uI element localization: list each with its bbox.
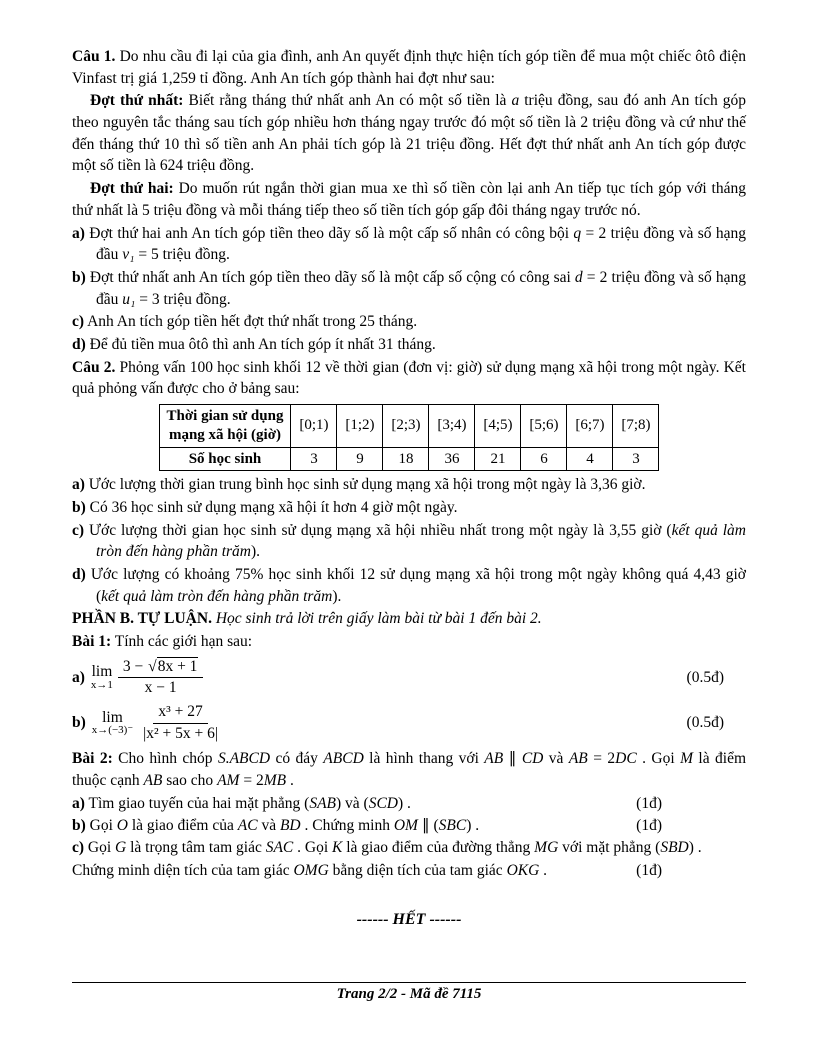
phan-b-heading: PHẦN B. TỰ LUẬN. Học sinh trả lời trên giấy làm bài từ bài 1 đến bài 2. [72,610,542,628]
footer-page-label: Trang 2/2 - Mã đề 7115 [336,986,482,1002]
table-cell: [2;3) [383,405,429,448]
bai2-item-c-line2 [72,860,746,882]
bai2-item-a [72,793,746,815]
points-label: (1đ) [636,862,662,880]
bai2-item-c-line1: c) Gọi G là trọng tâm tam giác SAC . Gọi K là giao điểm của đường thẳng MG với mặt phẳng (SBD) . [72,839,702,857]
table-cell: 3 [291,447,337,471]
table-cell: 4 [567,447,613,471]
cau1-item-d: d) Để đủ tiền mua ôtô thì anh An tích góp ít nhất 31 tháng. [72,335,436,353]
table-cell: [3;4) [429,405,475,448]
points-label: (0.5đ) [686,713,724,731]
item-text: b) Gọi O là giao điểm của AC và BD . Chứng minh OM ∥ (SBC) . [72,816,480,834]
fraction-numerator: x³ + 27 [153,703,207,724]
table-cell: 9 [337,447,383,471]
limit-expression-b [92,703,223,743]
table-header-line1: Thời gian sử dụng [166,408,284,424]
item-label: a) [72,668,85,686]
points-label: (1đ) [636,794,662,812]
cau1-item-a: a) Đợt thứ hai anh An tích góp tiền theo dãy số là một cấp số nhân có công bội q = 2 triệu đồng và số hạng đầu v₁ = 5 triệu đồng. [72,224,746,264]
limit-operator: lim x→(−3)⁻ [91,708,134,737]
page-footer [72,982,746,1003]
cau2-item-b: b) Có 36 học sinh sử dụng mạng xã hội ít hơn 4 giờ một ngày. [72,498,458,516]
table-row-intervals [159,405,659,448]
item-label: b) [72,713,86,731]
table-header-cell [159,405,291,448]
points-label: (0.5đ) [686,668,724,686]
table-cell: 21 [475,447,521,471]
end-marker: ------ HẾT ------ [356,910,462,928]
fraction-numerator: 3 − √8x + 1 [118,658,204,679]
fraction-denominator: |x² + 5x + 6| [143,724,218,742]
cau2-item-c: c) Ước lượng thời gian học sinh sử dụng mạng xã hội nhiều nhất trong một ngày là 3,55 giờ (kết quả làm tròn đến hàng phần trăm). [72,521,746,561]
table-cell: [0;1) [291,405,337,448]
limit-expression-a [91,658,204,698]
cau1-phase1-paragraph: Đợt thứ nhất: Biết rằng tháng thứ nhất anh An có một số tiền là a triệu đồng, sau đó anh An tích góp theo nguyên tắc tháng sau tích góp nhiều hơn tháng ngay trước đó một số tiền là 2 triệu đồng và cứ như thế đến tháng thứ 10 thì số tiền anh An phải tích góp là 21 triệu đồng. Hết đợt thứ nhất anh An tích góp được một số tiền là 624 triệu đồng. [72,92,746,175]
cau1-phase2-paragraph: Đợt thứ hai: Do muốn rút ngắn thời gian mua xe thì số tiền còn lại anh An tiếp tục tích góp với tháng thứ nhất là 5 triệu đồng và mỗi tháng tiếp theo số tiền tích góp gấp đôi tháng ngay trước nó. [72,180,746,219]
table-cell: [6;7) [567,405,613,448]
sqrt-icon: √ [148,657,157,675]
item-text: Chứng minh diện tích của tam giác OMG bằng diện tích của tam giác OKG . [72,862,548,880]
fraction [118,658,204,698]
bai2-item-b [72,815,746,837]
cau1-intro: Câu 1. Do nhu cầu đi lại của gia đình, anh An quyết định thực hiện tích góp tiền để mua một chiếc ôtô điện Vinfast trị giá 1,259 tỉ đồng. Anh An tích góp thành hai đợt như sau: [72,48,746,87]
bai1-item-a [72,658,746,698]
table-cell: [1;2) [337,405,383,448]
table-row-label: Số học sinh [159,447,291,471]
fraction-denominator: x − 1 [144,679,177,697]
cau1-item-c: c) Anh An tích góp tiền hết đợt thứ nhất trong 25 tháng. [72,313,418,331]
bai1-item-b [72,703,746,743]
bai1-intro: Bài 1: Tính các giới hạn sau: [72,633,253,651]
cau2-item-a: a) Ước lượng thời gian trung bình học sinh sử dụng mạng xã hội trong một ngày là 3,36 giờ. [72,476,646,494]
cau2-intro: Câu 2. Phỏng vấn 100 học sinh khối 12 về thời gian (đơn vị: giờ) sử dụng mạng xã hội trong một ngày. Kết quả phỏng vấn được cho ở bảng sau: [72,358,746,398]
table-cell: 18 [383,447,429,471]
table-cell: [5;6) [521,405,567,448]
fraction [138,703,223,743]
table-row-counts [159,447,659,471]
bai2-intro: Bài 2: Cho hình chóp S.ABCD có đáy ABCD là hình thang với AB ∥ CD và AB = 2DC . Gọi M là điểm thuộc cạnh AB sao cho AM = 2MB . [72,750,747,789]
cau2-item-d: d) Ước lượng có khoảng 75% học sinh khối 12 sử dụng mạng xã hội trong một ngày không quá 4,43 giờ (kết quả làm tròn đến hàng phần trăm). [72,566,746,605]
table-cell: 36 [429,447,475,471]
limit-operator: lim x→1 [90,663,113,692]
table-cell: 3 [613,447,659,471]
table-cell: [4;5) [475,405,521,448]
table-cell: [7;8) [613,405,659,448]
points-label: (1đ) [636,816,662,834]
table-header-line2: mạng xã hội (giờ) [168,426,282,443]
table-cell: 6 [521,447,567,471]
cau2-frequency-table [159,404,660,471]
cau1-item-b: b) Đợt thứ nhất anh An tích góp tiền theo dãy số là một cấp số cộng có công sai d = 2 triệu đồng và số hạng đầu u₁ = 3 triệu đồng. [72,268,746,308]
item-text: a) Tìm giao tuyến của hai mặt phẳng (SAB) và (SCD) . [72,794,411,812]
